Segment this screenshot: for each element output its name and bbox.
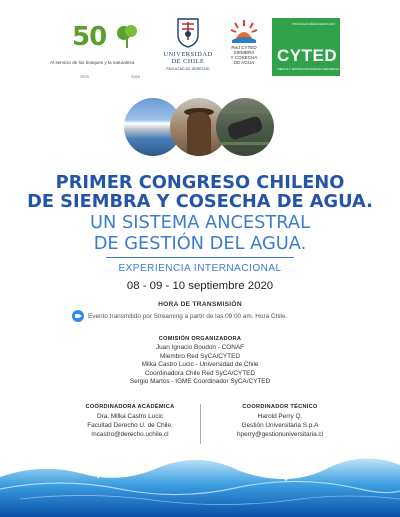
red-line2: SIEMBRA (233, 50, 255, 56)
technical-org: Gestión Universitaria S.p.A (241, 422, 319, 429)
red-cyted-siembra-logo (226, 18, 262, 65)
cyted-subtitle: CIENCIA Y TECNOLOGÍA PARA EL DESARROLLO (277, 67, 342, 71)
red-line4: DE AGUA (233, 60, 255, 66)
video-camera-icon (72, 310, 84, 322)
red-line1: Red CYTED (231, 45, 257, 50)
cyted-name: CYTED (277, 46, 338, 65)
cyted-logo (272, 18, 340, 76)
technical-name: Harold Perry Q. (257, 413, 303, 420)
tree-icon (116, 24, 138, 50)
field-row (216, 142, 274, 145)
title-line-1: PRIMER CONGRESO CHILENO (55, 172, 345, 193)
committee-heading: COMISIÓN ORGANIZADORA (158, 336, 242, 342)
red-cyted-text (226, 45, 262, 65)
title-line-4: DE GESTIÓN DEL AGUA. (93, 233, 307, 254)
sun-icon (229, 18, 259, 44)
broadcast-text: Evento transmitido por Streaming a partir de las 09:00 am. Hora Chile. (88, 312, 288, 320)
conaf-years (80, 74, 140, 79)
uchile-name (162, 51, 214, 66)
committee-member: Milka Castro Lucic - Universidad de Chile (141, 361, 259, 369)
title-line-2: DE SIEMBRA Y COSECHA DE AGUA. (27, 191, 373, 212)
academic-org: Facultad Derecho U. de Chile. (87, 422, 173, 429)
universidad-de-chile-logo (162, 18, 214, 71)
title-divider (106, 257, 294, 258)
uchile-faculty: FACULTAD DE DERECHO (166, 66, 210, 71)
broadcast-heading: HORA DE TRANSMISIÓN (158, 301, 242, 308)
logo-row (0, 18, 400, 88)
person-shape (187, 112, 211, 156)
technical-coordinator (210, 404, 350, 439)
committee-member: Sergio Martos - IGME Coordinador SyCA/CYTED (129, 378, 271, 386)
worker-shape (226, 115, 263, 141)
conaf-anniversary-number: 50 (72, 22, 107, 52)
experience-label: EXPERIENCIA INTERNACIONAL (118, 263, 282, 274)
conaf-tagline: Al servicio de los bosques y la naturaleza (50, 60, 135, 65)
academic-email[interactable]: mcastro@derecho.uchile.cl (91, 431, 169, 438)
technical-heading: COORDINADOR TÉCNICO (242, 404, 318, 410)
committee-list (0, 344, 400, 387)
committee-member: Juan Ignacio Boudon - CONAF (155, 344, 245, 351)
irrigation-work-photo (216, 98, 274, 156)
academic-name: Dra. Milka Castro Lucic (96, 413, 164, 420)
academic-heading: COORDINADORA ACADÉMICA (85, 404, 175, 410)
academic-coordinator (60, 404, 200, 439)
photo-group (124, 98, 274, 158)
cyted-program: PROGRAMA IBEROAMERICANO (292, 22, 335, 26)
committee-member: Miembro Red SyCA/CYTED (160, 352, 240, 360)
field-row (216, 110, 274, 113)
broadcast-info (72, 310, 362, 322)
event-dates: 08 - 09 - 10 septiembre 2020 (126, 280, 274, 292)
conaf-year-end: 2020 (131, 74, 140, 79)
uchile-name-line1: UNIVERSIDAD (163, 51, 213, 58)
technical-email[interactable]: hperry@gestionuniversitaria.cl (236, 431, 324, 438)
red-line3: Y COSECHA (230, 55, 258, 61)
water-splash-footer (0, 437, 400, 517)
committee-member: Coordinadora Chile Red SyCA/CYTED (144, 369, 256, 377)
conaf-year-start: 1970 (80, 74, 89, 79)
uchile-name-line2: DE CHILE (171, 58, 205, 66)
shield-icon (177, 18, 199, 48)
title-line-3: UN SISTEMA ANCESTRAL (89, 212, 310, 233)
